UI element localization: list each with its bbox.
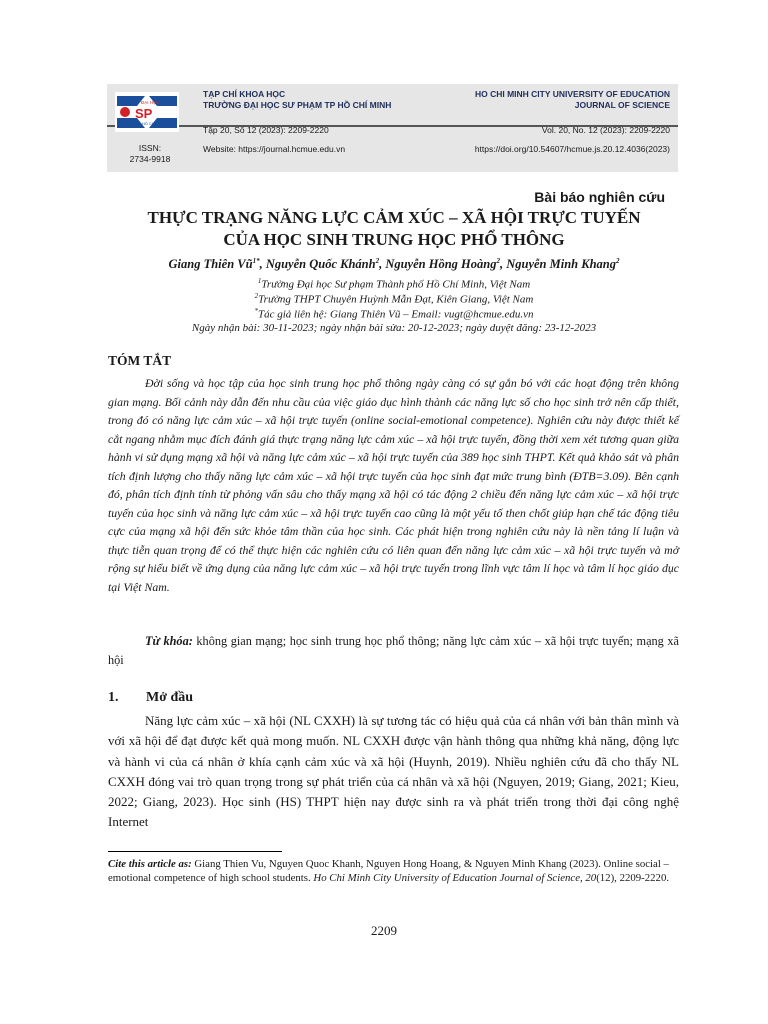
- affiliation-text: Tác giả liên hệ: Giang Thiên Vũ – Email: vugt@hcmue.edu.vn: [257, 308, 534, 321]
- section-number: 1.: [108, 690, 119, 705]
- author-separator: ,: [259, 257, 266, 272]
- cite-journal: Ho Chi Minh City University of Education Journal of Science, 20: [313, 871, 597, 884]
- section-body: Năng lực cảm xúc – xã hội (NL CXXH) là sự tương tác có hiệu quả của cá nhân với bản thân mình và với xã hội để đạt được kết quả mong muốn. NL CXXH được vận hành thông qua những khả năng, động lực và hành vi của cá nhân ở khía cạnh cảm xúc và xã hội (Huynh, 2019). Nhiều nghiên cứu đã cho thấy NL CXXH đóng vai trò quan trọng trong sự phát triển của cá nhân và xã hội (Nguyen, 2019; Giang, 2021; Kieu, 2022; Giang, 2023). Học sinh (HS) THPT hiện nay được sinh ra và phát triển trong thời đại công nghệ Internet: [108, 713, 679, 830]
- author-separator: ,: [499, 257, 507, 272]
- journal-header: [107, 84, 678, 172]
- cite-tail: (12), 2209-2220.: [596, 871, 670, 884]
- volume-vn: Tập 20, Số 12 (2023): 2209-2220: [203, 125, 329, 135]
- author-name: Nguyễn Hồng Hoàng: [385, 257, 497, 272]
- author-separator: ,: [379, 257, 386, 272]
- issn-label: ISSN:: [138, 143, 162, 153]
- affiliation-1: [80, 277, 708, 291]
- article-title: [100, 207, 688, 251]
- university-logo-icon: [115, 92, 179, 132]
- journal-name-en-line1: HO CHI MINH CITY UNIVERSITY OF EDUCATION: [474, 89, 670, 99]
- title-line-1: THỰC TRẠNG NĂNG LỰC CẢM XÚC – XÃ HỘI TRỰC TUYẾN: [147, 208, 641, 227]
- keywords-label: Từ khóa:: [145, 634, 193, 648]
- issn-value: 2734-9918: [129, 154, 171, 164]
- keywords-text: không gian mạng; học sinh trung học phổ thông; năng lực cảm xúc – xã hội trực tuyến; mạng xã hội: [108, 634, 679, 667]
- affiliation-text: Trường Đại học Sư phạm Thành phố Hồ Chí Minh, Việt Nam: [261, 278, 531, 291]
- cite-label: Cite this article as:: [108, 858, 192, 870]
- affiliation-text: Trường THPT Chuyên Huỳnh Mẫn Đạt, Kiên Giang, Việt Nam: [258, 293, 534, 306]
- journal-name-vn-line2: TRƯỜNG ĐẠI HỌC SƯ PHẠM TP HỒ CHÍ MINH: [203, 100, 392, 110]
- cite-text: Giang Thien Vu, Nguyen Quoc Khanh, Nguyen Hong Hoang, & Nguyen Minh Khang (2023). Online social – emotional competence of high school students.: [108, 858, 669, 884]
- affiliation-mark: 2: [254, 292, 259, 300]
- author-mark: 2: [375, 257, 380, 265]
- author-list: [80, 257, 708, 272]
- author-name: Giang Thiên Vũ: [168, 257, 253, 272]
- journal-name-vn-line1: TẠP CHÍ KHOA HỌC: [203, 89, 286, 99]
- footnote-divider: [108, 851, 282, 852]
- logo-box: [107, 84, 193, 172]
- volume-en: Vol. 20, No. 12 (2023): 2209-2220: [541, 125, 670, 135]
- logo-text: SP: [135, 106, 153, 121]
- author-mark: 2: [615, 257, 620, 265]
- abstract-heading: TÓM TẮT: [108, 353, 172, 368]
- abstract-body: Đời sống và học tập của học sinh trung học phổ thông ngày càng có sự gắn bó với các hoạt động trên không gian mạng. Bối cảnh này dẫn đến nhu cầu của việc giáo dục hình thành các năng lực số cho học sinh trở nên cấp thiết, trong đó có năng lực cảm xúc – xã hội trực tuyến (online social-emotional competence). Nghiên cứu này được thiết kế cắt ngang nhằm mục đích đánh giá thực trạng năng lực cảm xúc – xã hội trực tuyến, đồng thời xem xét tương quan giữa hành vi sử dụng mạng xã hội và năng lực cảm xúc – xã hội trực tuyến của 389 học sinh THPT. Kết quả khảo sát và phân tích định lượng cho thấy năng lực cảm xúc – xã hội trực tuyến của học sinh đạt mức trung bình (ĐTB=3.09). Bên cạnh đó, phân tích định tính từ phỏng vấn sâu cho thấy mạng xã hội có tác động 2 chiều đến năng lực cảm xúc – xã hội trực tuyến của học sinh và năng lực cảm xúc – xã hội trực tuyến cao cũng là một yếu tố then chốt giúp hạn chế tác động tiêu cực của mạng xã hội đến sức khỏe tâm thần của học sinh. Các phát hiện trong nghiên cứu này là nền tảng lí luận và thực tiễn quan trọng để có thể thực hiện các nghiên cứu có liên quan đến năng lực cảm xúc – xã hội trực tuyến và mở rộng sự hiểu biết về ứng dụng của năng lực cảm xúc – xã hội trực tuyến trong lĩnh vực tâm lí học và tâm lí học giáo dục tại Việt Nam.: [108, 376, 679, 594]
- article-type: Bài báo nghiên cứu: [534, 189, 665, 205]
- logo-top-text: ĐẠI HỌC: [141, 100, 160, 105]
- title-line-2: CỦA HỌC SINH TRUNG HỌC PHỔ THÔNG: [223, 230, 565, 249]
- keywords: [108, 632, 679, 670]
- affiliation-mark: *: [254, 307, 258, 315]
- author-name: Nguyễn Minh Khang: [506, 257, 616, 272]
- corresponding-author: [80, 307, 708, 321]
- author-mark: 2: [496, 257, 500, 265]
- author-name: Nguyễn Quốc Khánh: [265, 257, 376, 272]
- submission-dates: Ngày nhận bài: 30-11-2023; ngày nhận bài sửa: 20-12-2023; ngày duyệt đăng: 23-12-2023: [191, 322, 597, 334]
- author-mark: 1*: [252, 257, 260, 265]
- citation-footnote: [108, 858, 679, 885]
- section-title: Mở đầu: [146, 690, 194, 705]
- page-number: 2209: [371, 923, 397, 938]
- journal-name-en: [475, 89, 670, 111]
- journal-name-en-line2: JOURNAL OF SCIENCE: [574, 100, 670, 110]
- doi-link[interactable]: https://doi.org/10.54607/hcmue.js.20.12.4036(2023): [474, 144, 670, 154]
- journal-name-vn: [203, 89, 391, 111]
- affiliation-2: [80, 292, 708, 306]
- issn: [107, 143, 193, 165]
- journal-website-link[interactable]: Website: https://journal.hcmue.edu.vn: [203, 144, 346, 154]
- affiliation-mark: 1: [257, 277, 262, 285]
- logo-sub-text: TP. HỒ CHÍ MINH: [135, 121, 168, 126]
